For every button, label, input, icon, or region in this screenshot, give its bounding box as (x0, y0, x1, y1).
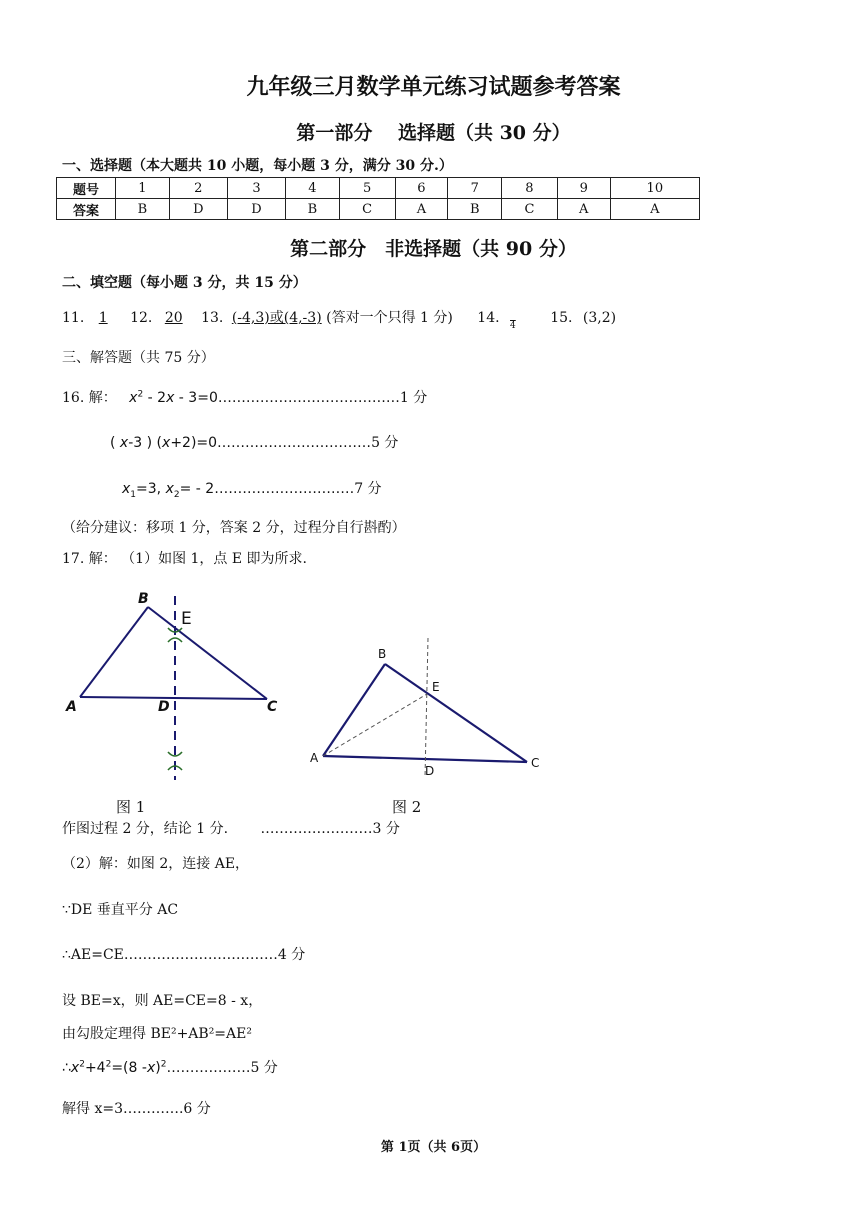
fig2-label-c: C (531, 756, 540, 770)
q17-label: 17. 解： (62, 551, 117, 567)
q16-score1: 1 分 (399, 390, 428, 406)
q16-line3: $x_1=3$, $x_2=$ - 2…………………………7 分 (122, 481, 382, 500)
figure-2 (0, 0, 600, 800)
q11-answer: 1 (98, 310, 108, 326)
table-cell: 10 (610, 178, 699, 199)
q17-line-ae-score: 4 分 (277, 947, 306, 963)
table-cell: D (227, 199, 285, 220)
q12-number: 12. (130, 310, 153, 326)
table-cell: C (502, 199, 558, 220)
table-cell: A (610, 199, 699, 220)
fig1-caption: 图 1 (116, 798, 146, 816)
q13-note: (答对一个只得 1 分) (326, 310, 453, 326)
q17-scoring (62, 818, 400, 838)
table-header-cell: 答案 (57, 199, 116, 220)
table-cell: 1 (116, 178, 170, 199)
fig2-label-b: B (378, 647, 387, 661)
fig1-label-c: C (267, 699, 278, 715)
table-cell: B (448, 199, 502, 220)
q16-score2: 5 分 (371, 435, 399, 451)
q16-line1: 16. 解： $x^2 - 2x$ - 3=0…………………………………1 分 (62, 389, 428, 406)
section2-heading: 二、填空题（每小题 3 分，共 15 分） (62, 275, 307, 291)
page-footer: 第 1页（共 6页） (380, 1140, 487, 1155)
fig2-perpendicular-bisector (425, 638, 428, 778)
q12-answer: 20 (164, 310, 183, 326)
table-cell: 4 (286, 178, 340, 199)
q15-answer: (3,2) (582, 310, 617, 326)
table-cell: 3 (227, 178, 285, 199)
fig1-label-b: B (138, 591, 149, 607)
q17-part2-intro: （2）解：如图 2，连接 AE， (62, 856, 250, 872)
table-cell: 8 (502, 178, 558, 199)
q16-score3: 7 分 (354, 481, 382, 497)
q17-line-ae: ∴AE=CE……………………………4 分 (62, 947, 306, 963)
q17-line-set: 设 BE=x，则 AE=CE=8 - x， (62, 993, 263, 1009)
q16-advice: （给分建议：移项 1 分，答案 2 分，过程分自行斟酌） (62, 520, 406, 536)
table-cell: C (339, 199, 395, 220)
q16-label: 16. 解： (62, 390, 117, 406)
q16-line2: ( x-3 ) (x+2)=0……………………………5 分 (110, 435, 399, 451)
page-title: 九年级三月数学单元练习试题参考答案 (246, 74, 621, 100)
part2-heading: 第二部分 非选择题（共 90 分） (290, 238, 577, 260)
fig2-label-e: E (432, 680, 440, 694)
part1-heading: 第一部分 选择题（共 30 分） (296, 122, 571, 144)
q17-part1: （1）如图 1，点 E 即为所求. (121, 551, 308, 567)
fig1-label-a: A (66, 699, 77, 715)
table-cell: D (169, 199, 227, 220)
q15-number: 15. (550, 310, 573, 326)
fig1-label-e: E (181, 609, 192, 629)
fig2-side-ab (323, 664, 385, 756)
table-cell: 2 (169, 178, 227, 199)
table-cell: 7 (448, 178, 502, 199)
q14-number: 14. (477, 310, 500, 326)
q11-number: 11. (62, 310, 85, 326)
table-cell: B (286, 199, 340, 220)
fig2-label-a: A (310, 751, 319, 765)
fig2-caption: 图 2 (392, 798, 422, 816)
q17-line-pyth: 由勾股定理得 BE²+AB²=AE² (62, 1026, 252, 1042)
section1-heading: 一、选择题（本大题共 10 小题，每小题 3 分，满分 30 分.） (62, 158, 453, 174)
q13-number: 13. (201, 310, 224, 326)
q17-line-eq-score: 5 分 (250, 1060, 278, 1076)
table-cell: 5 (339, 178, 395, 199)
fig2-side-bc (385, 664, 527, 762)
fig1-label-d: D (158, 699, 170, 715)
q17-line-de: ∵DE 垂直平分 AC (62, 902, 179, 918)
q13-answer: (-4,3)或(4,-3) (231, 310, 322, 326)
table-header-cell: 题号 (57, 178, 116, 199)
table-cell: 6 (395, 178, 448, 199)
q17-scoring-dots: ……………………3 分 (260, 821, 400, 837)
q14-answer: 4 (510, 321, 516, 331)
table-cell: A (395, 199, 448, 220)
table-cell: A (557, 199, 610, 220)
table-cell: 9 (557, 178, 610, 199)
q17-line-solve: 解得 x=3………….6 分 (62, 1101, 211, 1117)
fig2-segment-ae (323, 694, 427, 756)
fig2-label-d: D (425, 764, 435, 778)
section3-heading: 三、解答题（共 75 分） (62, 350, 215, 366)
q17-scoring-text: 作图过程 2 分，结论 1 分. (62, 821, 229, 837)
q17-line-eq: $\therefore x^2+4^2=(8$ -x)$^2$………………5 分 (62, 1059, 278, 1076)
q17-line-ae-text: ∴AE=CE (62, 947, 124, 963)
table-cell: B (116, 199, 170, 220)
